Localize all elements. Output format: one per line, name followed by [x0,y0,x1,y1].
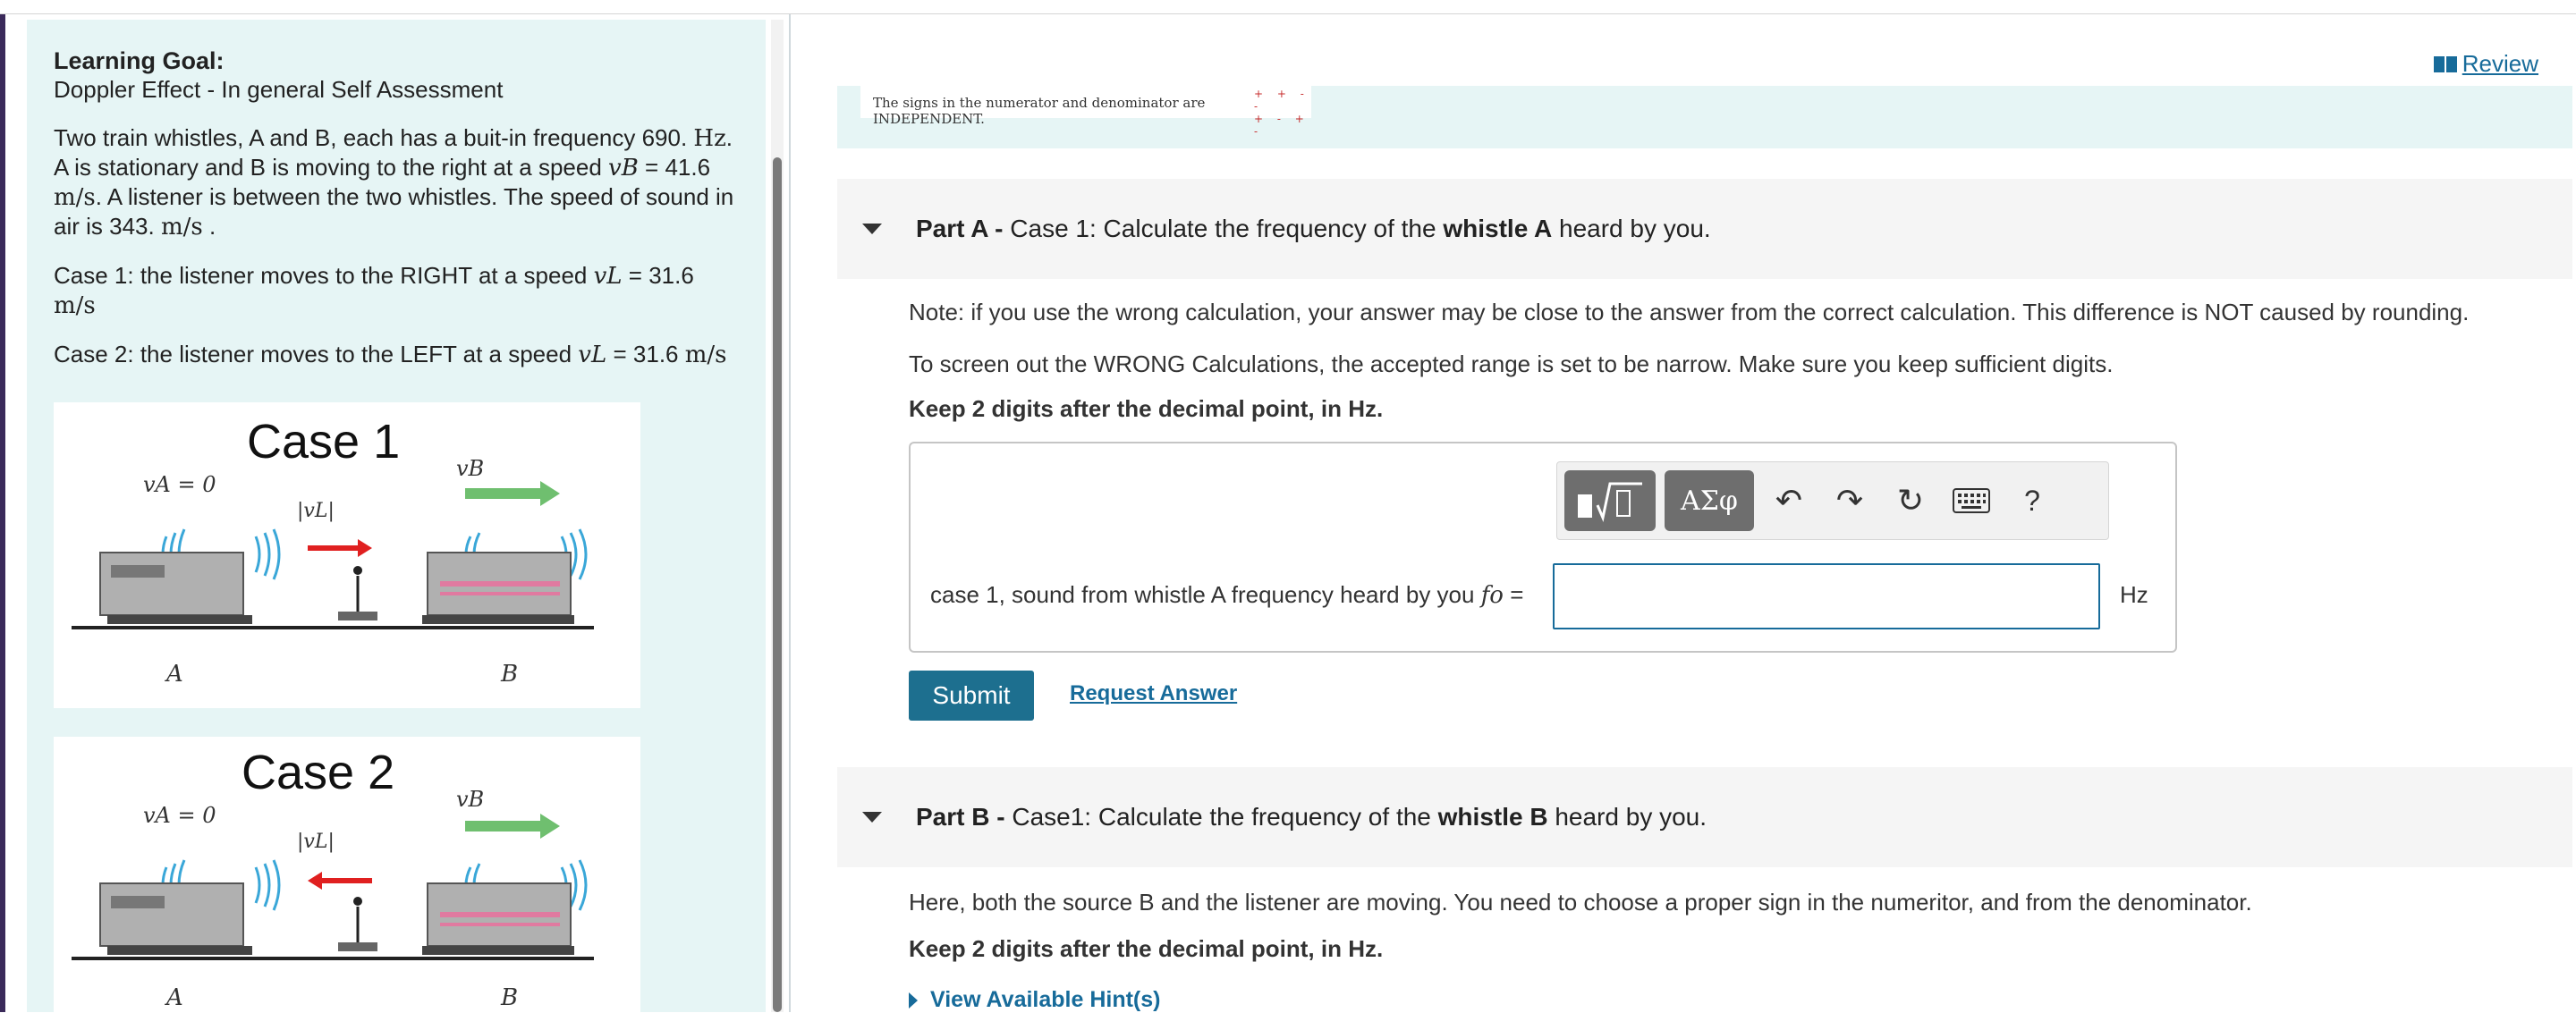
answer-label: case 1, sound from whistle A frequency heard by you fo = [930,581,1524,609]
learning-goal-panel [27,20,766,1012]
case2-listener-cart [338,942,377,951]
case1-vb-label: vB [456,456,485,481]
problem-statement: Two train whistles, A and B, each has a buit-in frequency 690. Hz. A is stationary and B is moving to the right at a speed vB = 41.6 m/s. A listener is between the two whistles. The speed of sound in air is 343. m/s . [54,124,734,241]
undo-icon[interactable]: ↶ [1775,482,1803,519]
case2-train-a [100,883,243,946]
part-b-note-1: Here, both the source B and the listener are moving. You need to choose a proper sign in the numeritor, and from the denominator. [909,889,2252,916]
case1-listener-cart [338,612,377,620]
case1-figure [54,402,640,708]
collapse-caret-icon[interactable] [862,812,882,823]
part-a-header[interactable] [837,179,2572,279]
case2-vb-label: vB [456,787,485,812]
case2-vl-arrow-head [308,872,322,890]
part-a-note-1: Note: if you use the wrong calculation, your answer may be close to the answer from the correct calculation. This difference is NOT caused by rounding. [909,299,2470,325]
case1-va-label: vA = 0 [143,472,216,497]
case1-vl-arrow-shaft [308,545,358,551]
case1-vl-label: |vL| [297,500,335,522]
case2-label-b: B [501,984,519,1011]
case1-statement: Case 1: the listener moves to the RIGHT at a speed vL = 31.6 m/s [54,262,694,319]
top-bar [0,0,2576,14]
request-answer-link[interactable]: Request Answer [1070,681,1238,705]
collapse-caret-icon[interactable] [862,224,882,234]
reset-icon[interactable]: ↻ [1896,482,1925,519]
part-a-note-2: To screen out the WRONG Calculations, the accepted range is set to be narrow. Make sure you keep sufficient digits. [909,350,2114,377]
learning-goal-subtitle: Doppler Effect - In general Self Assessment [54,76,504,103]
case2-illustration [54,737,640,1012]
book-icon [2434,56,2457,72]
case1-vb-arrow-shaft [465,488,540,499]
left-panel-scrollbar-thumb[interactable] [773,157,782,1012]
case2-label-a: A [166,984,183,1011]
expand-caret-icon [909,992,918,1009]
part-b-note-2: Keep 2 digits after the decimal point, in Hz. [909,935,1384,962]
case2-vl-label: |vL| [297,831,335,853]
sign-markers: + + - - + - + - [1254,88,1309,138]
answer-box [909,442,2177,653]
case1-train-a [100,553,243,615]
learning-goal-title: Learning Goal: [54,47,225,74]
submit-button[interactable]: Submit [909,671,1034,721]
case2-vb-arrow-shaft [465,821,540,832]
case2-vl-arrow-shaft [322,878,372,883]
greek-symbols-button[interactable]: ΑΣφ [1665,470,1754,531]
case1-label-a: A [166,661,183,688]
case2-statement: Case 2: the listener moves to the LEFT at a speed vL = 31.6 m/s [54,341,727,368]
sign-note-image: The signs in the numerator and denominator are INDEPENDENT. + + - - + - + - [860,86,1311,118]
answer-unit: Hz [2120,581,2148,608]
help-button[interactable]: ? [2024,484,2040,517]
case2-vb-arrow-head [540,814,560,839]
panel-divider [789,14,791,1012]
keyboard-icon[interactable] [1945,470,1997,531]
case2-figure [54,737,640,1012]
view-hints-toggle[interactable]: View Available Hint(s) [909,987,1160,1013]
sign-note-area [837,86,2572,148]
part-a-note-3: Keep 2 digits after the decimal point, in Hz. [909,395,1384,422]
case1-title: Case 1 [247,415,401,469]
case2-title: Case 2 [242,746,395,799]
case1-label-b: B [501,661,519,688]
case2-va-label: vA = 0 [143,803,216,828]
case1-vb-arrow-head [540,481,560,506]
part-a-title: Part A - Case 1: Calculate the frequency of the whistle A heard by you. [916,215,1711,242]
redo-icon[interactable]: ↷ [1835,482,1864,519]
math-toolbar [1556,461,2109,540]
case1-illustration [54,402,640,708]
review-link[interactable]: Review [2434,50,2538,78]
part-b-title: Part B - Case1: Calculate the frequency of the whistle B heard by you. [916,803,1707,831]
case1-vl-arrow-head [358,539,372,557]
radical-template-icon[interactable] [1564,470,1656,531]
frequency-answer-input[interactable] [1553,563,2100,629]
part-b-header[interactable] [837,767,2572,867]
window-edge [0,0,5,1012]
